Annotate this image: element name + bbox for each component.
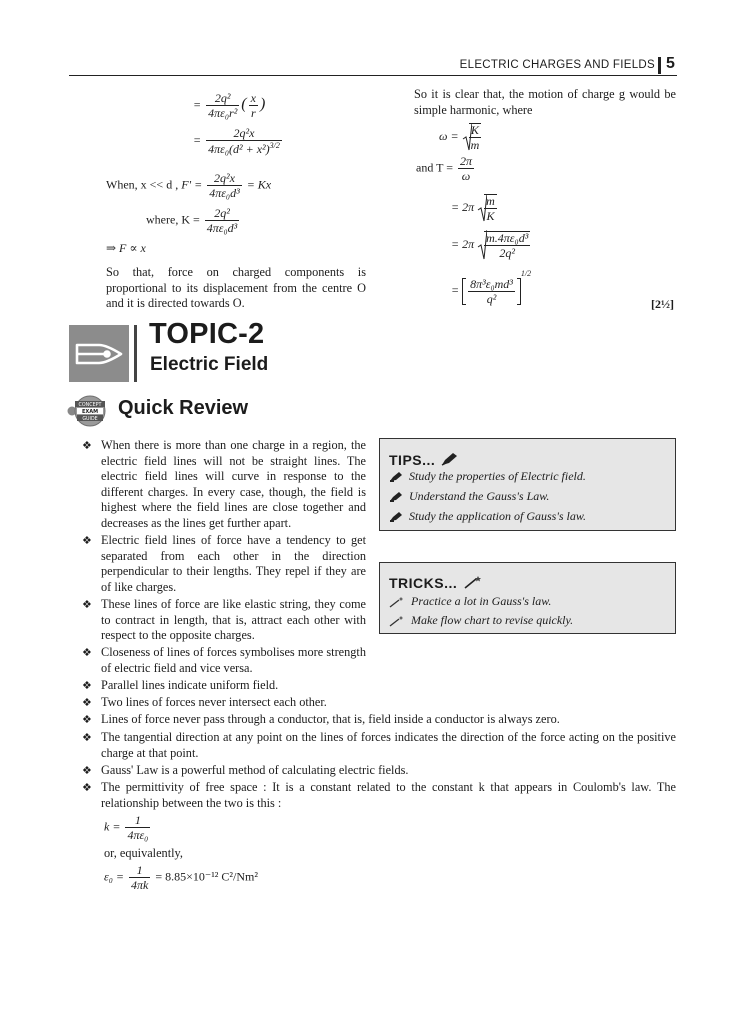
svg-text:CONCEPT: CONCEPT: [78, 402, 102, 408]
diamond-bullet-icon: ❖: [82, 439, 92, 452]
trick-item: Make flow chart to revise quickly.: [389, 613, 573, 628]
topic-name: Electric Field: [150, 354, 269, 375]
review-bullet: ❖ Lines of force never pass through a conductor, that is, field inside a conductor is always zero.: [82, 712, 560, 726]
formula-epsilon: ε₀ = $\frac{1}{4\pi k}$ = 8.85×10⁻¹² C²/Nm²: [104, 863, 258, 892]
tip-item: Understand the Gauss's Law.: [389, 489, 549, 504]
review-bullet: ❖ The tangential direction at any point on the lines of forces indicates the direction of the force acting on the positive charge at that point.: [82, 730, 676, 760]
period-step-2: = 2π $\frac{\text{m.4πε₀d³}}{\text{2q²}}$: [451, 231, 529, 260]
eq-line-4: where, K = $\frac{\text{2q²}}{\text{4πε₀d³}}$: [146, 206, 238, 235]
review-bullet: ❖ Gauss' Law is a powerful method of calculating electric fields.: [82, 763, 409, 777]
tip-item: Study the properties of Electric field.: [389, 469, 586, 484]
review-bullet: ❖ Two lines of forces never intersect each other.: [82, 695, 327, 709]
diamond-bullet-icon: ❖: [82, 713, 92, 726]
pen-nib-bullet-icon: [389, 471, 403, 483]
eq-line-5: ⇒ F ∝ x: [106, 241, 146, 255]
topic-divider: [134, 325, 137, 382]
tricks-box: [379, 562, 676, 634]
shm-intro: So it is clear that, the motion of charge g would be simple harmonic, where: [414, 87, 676, 117]
header-divider: [658, 57, 661, 74]
review-bullet: ❖ These lines of force are like elastic string, they come to contract in length, that is, attract each other with respect to the opposite charges.: [82, 597, 366, 643]
tricks-title: TRICKS...: [389, 574, 484, 591]
trick-item: Practice a lot in Gauss's law.: [389, 594, 551, 609]
period-equation: and T = $\frac{2\pi}{\omega}$: [416, 154, 473, 183]
review-bullet: ❖ Parallel lines indicate uniform field.: [82, 678, 279, 692]
running-header: ELECTRIC CHARGES AND FIELDS: [459, 59, 655, 71]
tip-item: Study the application of Gauss's law.: [389, 509, 586, 524]
marks-label: [2½]: [651, 297, 674, 311]
pen-nib-bullet-icon: [389, 491, 403, 503]
diamond-bullet-icon: ❖: [82, 696, 92, 709]
diamond-bullet-icon: ❖: [82, 764, 92, 777]
diamond-bullet-icon: ❖: [82, 679, 92, 692]
period-step-1: = 2π $\frac{m}{K}$: [451, 194, 495, 223]
review-bullet: ❖ Closeness of lines of forces symbolises more strength of electric field and vice versa.: [82, 645, 366, 675]
magic-wand-bullet-icon: [389, 596, 405, 608]
diamond-bullet-icon: ❖: [82, 781, 92, 794]
quick-review-title: Quick Review: [118, 397, 249, 419]
review-bullet: ❖ The permittivity of free space : It is a constant related to the constant k that appears in Coulomb's law. The relationship between the two is this :: [82, 780, 676, 810]
diamond-bullet-icon: ❖: [82, 598, 92, 611]
period-step-3: = $\frac{\text{8π³ε₀md³}}{\text{q²}}$ $^{1/2}$: [451, 269, 532, 306]
eq-line-2: = $\frac{\text{2q²x}}{4\pi\varepsilon_0(d^2 + x^2)^{3/2}}$: [193, 126, 280, 156]
omega-equation: ω = $\frac{K}{m}$: [439, 123, 480, 152]
page-number: 5: [666, 55, 675, 72]
derivation-conclusion: So that, force on charged components is proportional to its displacement from the centre O and it is directed towards O.: [106, 265, 366, 311]
svg-text:GUIDE: GUIDE: [82, 416, 98, 422]
magic-wand-bullet-icon: [389, 615, 405, 627]
topic-label: TOPIC-2: [149, 318, 265, 350]
pen-icon: [440, 451, 460, 467]
formula-k: k = $\frac{1}{\text{4πε₀}}$: [104, 813, 149, 842]
tips-box: [379, 438, 676, 531]
svg-text:EXAM: EXAM: [81, 409, 99, 415]
magic-wand-icon: [462, 574, 484, 590]
diamond-bullet-icon: ❖: [82, 534, 92, 547]
eq-line-3: When, x << d , F' = $\frac{\text{2q²x}}{\text{4πε₀d³}}$ = Kx: [106, 171, 272, 200]
diamond-bullet-icon: ❖: [82, 731, 92, 744]
pen-nib-bullet-icon: [389, 511, 403, 523]
review-bullet: ❖ When there is more than one charge in a region, the electric field lines will not be straight lines. The electric field lines will curve in response to the different charges. In every case, though, the field is highest where the field lines are close together and decreases as the lines get further apart.: [82, 438, 366, 530]
review-bullet: ❖ Electric field lines of force have a tendency to get separated from each other in the direction perpendicular to their lengths. They repel if they are of like charges.: [82, 533, 366, 594]
header-rule: [69, 75, 677, 76]
pen-nib-icon: [69, 325, 129, 382]
equivalently-text: or, equivalently,: [104, 846, 183, 860]
diamond-bullet-icon: ❖: [82, 646, 92, 659]
tips-title: TIPS...: [389, 451, 460, 468]
concept-guide-icon: [65, 393, 111, 429]
eq-line-1: = $\frac{\text{2q²}}{\text{4πε₀r²}}$ ( $\frac{x}{r}$ ): [193, 91, 266, 120]
